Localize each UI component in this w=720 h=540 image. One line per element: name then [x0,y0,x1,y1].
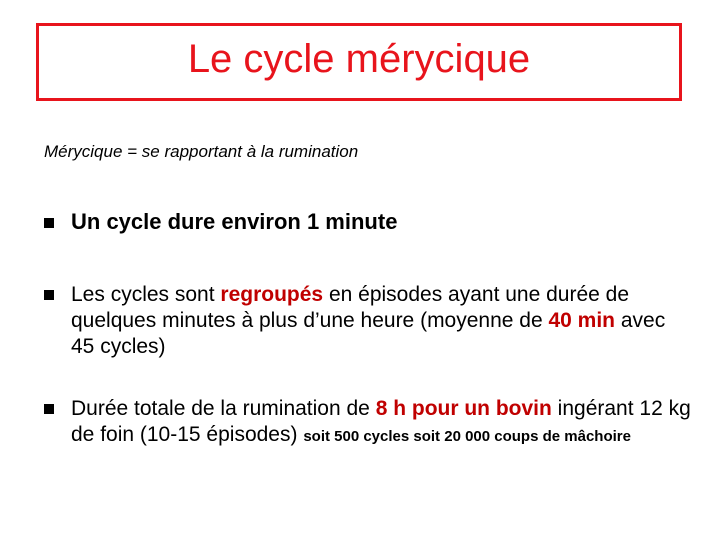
bullet-2-text [71,282,691,360]
bullet-square-icon [44,404,54,414]
bullet-2-part: en épisodes ayant une durée de quelques minutes à plus d’une heure (moyenne de [71,283,630,332]
bullet-3-text [71,396,691,450]
bullet-square-icon [44,218,54,228]
bullet-3-small: soit 500 cycles soit 20 000 coups de mâchoire [303,428,631,445]
bullet-2-part: Les cycles sont [71,283,221,306]
bullet-2-highlight: 40 min [548,309,616,332]
bullet-2-part: avec 45 cycles) [71,309,666,358]
bullet-3-part: Durée totale de la rumination de [71,397,376,420]
title-box [36,23,682,101]
bullet-2-highlight: regroupés [220,283,324,306]
bullet-3-highlight: 8 h pour un bovin [375,397,552,420]
bullet-square-icon [44,290,54,300]
bullet-1-text: Un cycle dure environ 1 minute [71,209,398,234]
slide-title: Le cycle mérycique [187,36,531,81]
bullet-3-part: ingérant 12 kg de foin (10-15 épisodes) [71,397,691,446]
subtitle: Mérycique = se rapportant à la rumination [44,142,359,161]
